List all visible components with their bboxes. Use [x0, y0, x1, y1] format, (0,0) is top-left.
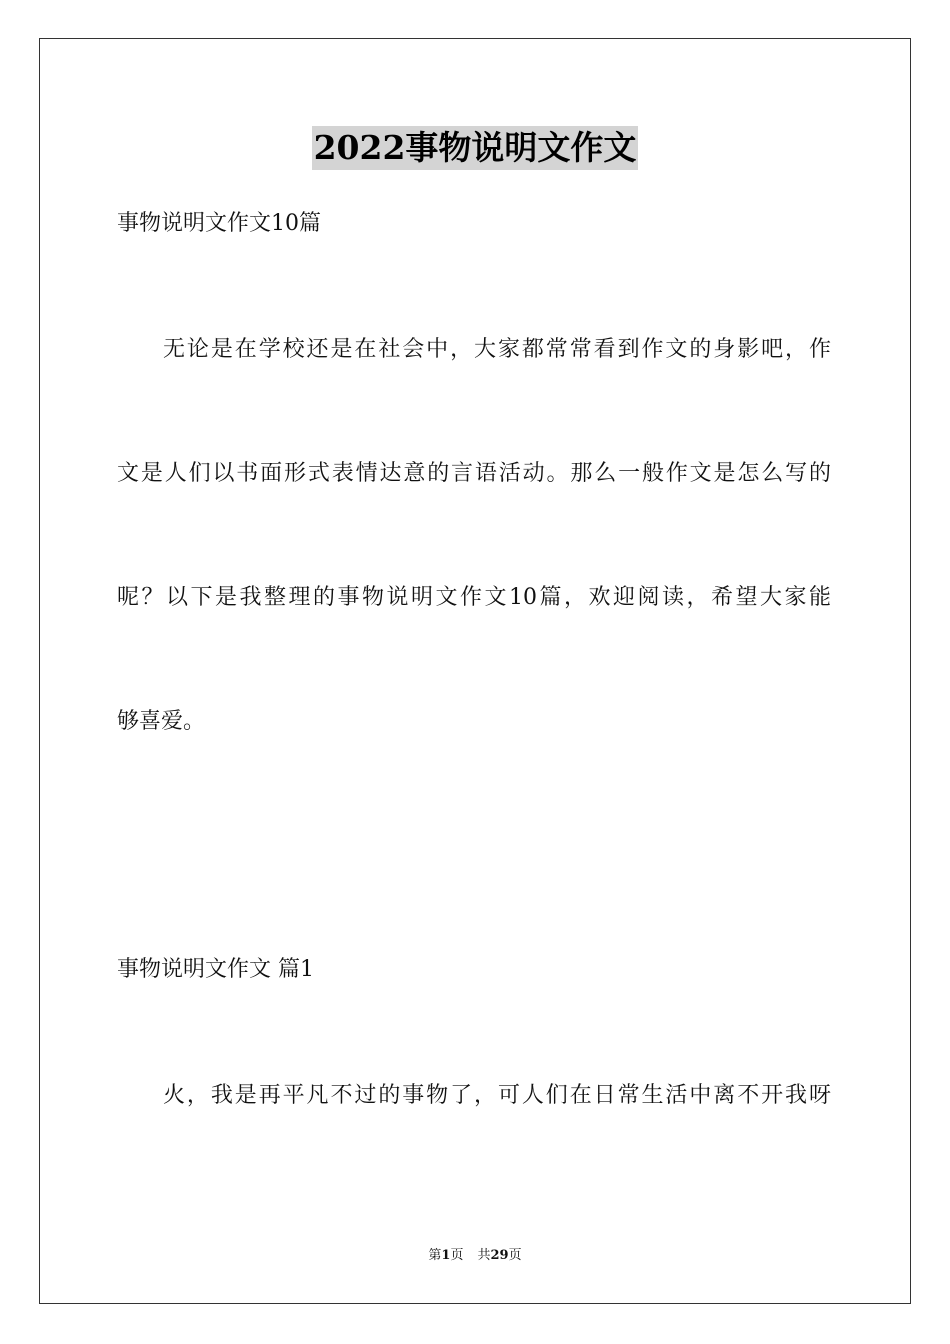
title-container: [0, 126, 950, 170]
current-page-number: 1: [441, 1248, 451, 1263]
document-subtitle: 事物说明文作文10篇: [117, 211, 321, 236]
footer-page-word: 页: [450, 1248, 464, 1263]
total-pages-number: 29: [490, 1248, 509, 1263]
section-paragraph-line-1: 火，我是再平凡不过的事物了，可人们在日常生活中离不开我呀: [163, 1083, 831, 1108]
footer-total-prefix: 共: [477, 1248, 491, 1263]
intro-line-4: 够喜爱。: [117, 709, 206, 734]
page-footer: [0, 1247, 950, 1265]
footer-prefix: 第: [428, 1248, 442, 1263]
document-title: 2022事物说明文作文: [312, 126, 639, 170]
section-heading: 事物说明文作文 篇1: [117, 957, 314, 982]
footer-total-suffix: 页: [508, 1248, 522, 1263]
intro-line-1: 无论是在学校还是在社会中，大家都常常看到作文的身影吧，作: [163, 337, 831, 362]
intro-line-3: 呢？以下是我整理的事物说明文作文10篇，欢迎阅读，希望大家能: [117, 585, 831, 610]
intro-line-2: 文是人们以书面形式表情达意的言语活动。那么一般作文是怎么写的: [117, 461, 831, 486]
